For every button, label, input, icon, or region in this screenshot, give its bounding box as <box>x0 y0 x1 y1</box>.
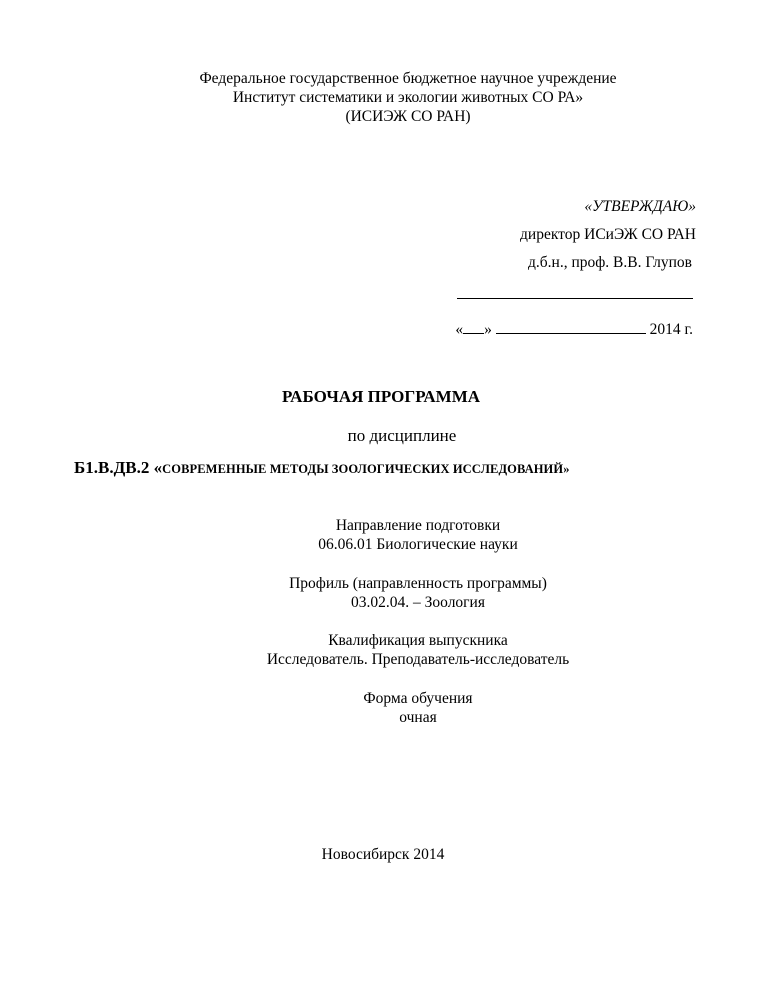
discipline-line <box>74 458 570 478</box>
date-open-quote: « <box>455 321 464 338</box>
header-institute-abbr: (ИСИЭЖ СО РАН) <box>345 108 471 125</box>
study-form-value: очная <box>399 709 437 726</box>
date-close-quote: » <box>484 321 492 338</box>
day-blank <box>463 319 484 334</box>
approval-year: 2014 г. <box>649 321 693 338</box>
direction-label: Направление подготовки <box>335 517 501 534</box>
qualification-label: Квалификация выпускника <box>328 632 508 649</box>
profile-value: 03.02.04. – Зоология <box>351 594 485 611</box>
qualification-value: Исследователь. Преподаватель-исследователь <box>266 651 570 668</box>
document-subtitle: по дисциплине <box>347 426 457 445</box>
discipline-name: СОВРЕМЕННЫЕ МЕТОДЫ ЗООЛОГИЧЕСКИХ ИССЛЕДОВАНИЙ <box>162 462 564 476</box>
approval-heading: «УТВЕРЖДАЮ» <box>584 198 696 215</box>
discipline-code: Б1.В.ДВ.2 « <box>74 458 163 477</box>
discipline-close-quote: » <box>563 462 570 476</box>
footer-place-year: Новосибирск 2014 <box>321 846 445 863</box>
approval-person: д.б.н., проф. В.В. Глупов <box>528 254 692 271</box>
profile-label: Профиль (направленность программы) <box>289 575 547 592</box>
approval-position: директор ИСиЭЖ СО РАН <box>520 226 696 243</box>
month-blank <box>496 319 646 334</box>
document-title: РАБОЧАЯ ПРОГРАММА <box>281 387 481 406</box>
header-organization-type: Федеральное государственное бюджетное научное учреждение <box>199 70 617 87</box>
signature-line <box>457 298 693 299</box>
header-institute-name: Институт систематики и экологии животных СО РА» <box>232 89 584 106</box>
direction-value: 06.06.01 Биологические науки <box>318 536 518 553</box>
study-form-label: Форма обучения <box>363 690 473 707</box>
approval-date-line <box>455 319 693 340</box>
